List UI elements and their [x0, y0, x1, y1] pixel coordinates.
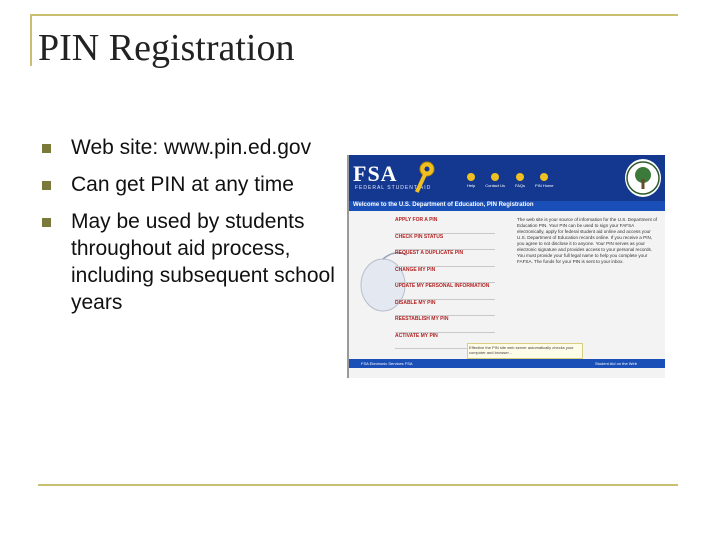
site-footer — [349, 359, 665, 368]
home-icon — [540, 173, 548, 181]
pin-website-screenshot — [347, 155, 665, 378]
bullet-item — [40, 134, 350, 161]
menu-request-duplicate-pin[interactable]: REQUEST A DUPLICATE PIN — [395, 250, 495, 267]
menu-reestablish-my-pin[interactable]: REESTABLISH MY PIN — [395, 316, 495, 333]
nav-pin-home[interactable] — [535, 173, 553, 188]
fsa-logo-subtitle: FEDERAL STUDENT AID — [355, 185, 432, 191]
frame-top-line — [30, 14, 678, 16]
menu-check-pin-status[interactable]: CHECK PIN STATUS — [395, 234, 495, 251]
nav-label: FAQs — [515, 183, 526, 188]
bullet-list — [40, 134, 350, 326]
welcome-text: Welcome to the U.S. Department of Education, PIN Registration — [353, 202, 534, 208]
square-bullet-icon — [42, 218, 51, 227]
slide-title: PIN Registration — [38, 27, 295, 69]
menu-activate-my-pin[interactable]: ACTIVATE MY PIN — [395, 333, 495, 350]
key-icon — [409, 159, 439, 195]
nav-faqs[interactable] — [515, 173, 525, 188]
contact-icon — [491, 173, 499, 181]
nav-contact-us[interactable] — [485, 173, 505, 188]
site-notice: Effective the PIN site web server automatically checks your computer and browser... — [467, 343, 583, 359]
pin-menu — [395, 217, 495, 349]
square-bullet-icon — [42, 144, 51, 153]
nav-label: Help — [467, 183, 476, 188]
square-bullet-icon — [42, 181, 51, 190]
menu-disable-my-pin[interactable]: DISABLE MY PIN — [395, 300, 495, 317]
nav-label: PIN Home — [535, 183, 554, 188]
welcome-banner — [349, 201, 665, 211]
footer-link-fsa-services[interactable]: FSA Electronic Services FSA — [361, 361, 413, 366]
footer-link-student-aid[interactable]: Student Aid on the Web — [595, 361, 637, 366]
site-header — [349, 155, 665, 201]
nav-label: Contact Us — [485, 183, 506, 188]
bullet-text: May be used by students throughout aid process, including subsequent school years — [71, 210, 335, 314]
menu-change-my-pin[interactable]: CHANGE MY PIN — [395, 267, 495, 284]
fsa-logo: FSA — [353, 161, 398, 186]
bullet-text: Can get PIN at any time — [71, 173, 294, 196]
faq-icon — [516, 173, 524, 181]
help-icon — [467, 173, 475, 181]
nav-help[interactable] — [467, 173, 475, 188]
site-description: The web site is your source of information for the U.S. Department of Education PIN. Your PIN can be used to sign your FAFSA electronically, apply for federal student aid online and access your U.S. Department of Education records online. If you receive a PIN, you agree to not disclose it to anyone. Your PIN serves as your electronic signature and provides access to your personal records. You must provide your full legal name to help you complete your FAFSA. The funds for your PIN is sent to your inbox. — [517, 217, 657, 264]
site-nav — [467, 173, 554, 188]
bullet-item — [40, 171, 350, 198]
frame-bottom-line — [38, 484, 678, 486]
bullet-text: Web site: www.pin.ed.gov — [71, 136, 312, 159]
bullet-item — [40, 208, 350, 316]
frame-left-line — [30, 14, 32, 66]
menu-apply-for-pin[interactable]: APPLY FOR A PIN — [395, 217, 495, 234]
menu-update-personal-info[interactable]: UPDATE MY PERSONAL INFORMATION — [395, 283, 495, 300]
department-seal-icon — [625, 159, 661, 197]
